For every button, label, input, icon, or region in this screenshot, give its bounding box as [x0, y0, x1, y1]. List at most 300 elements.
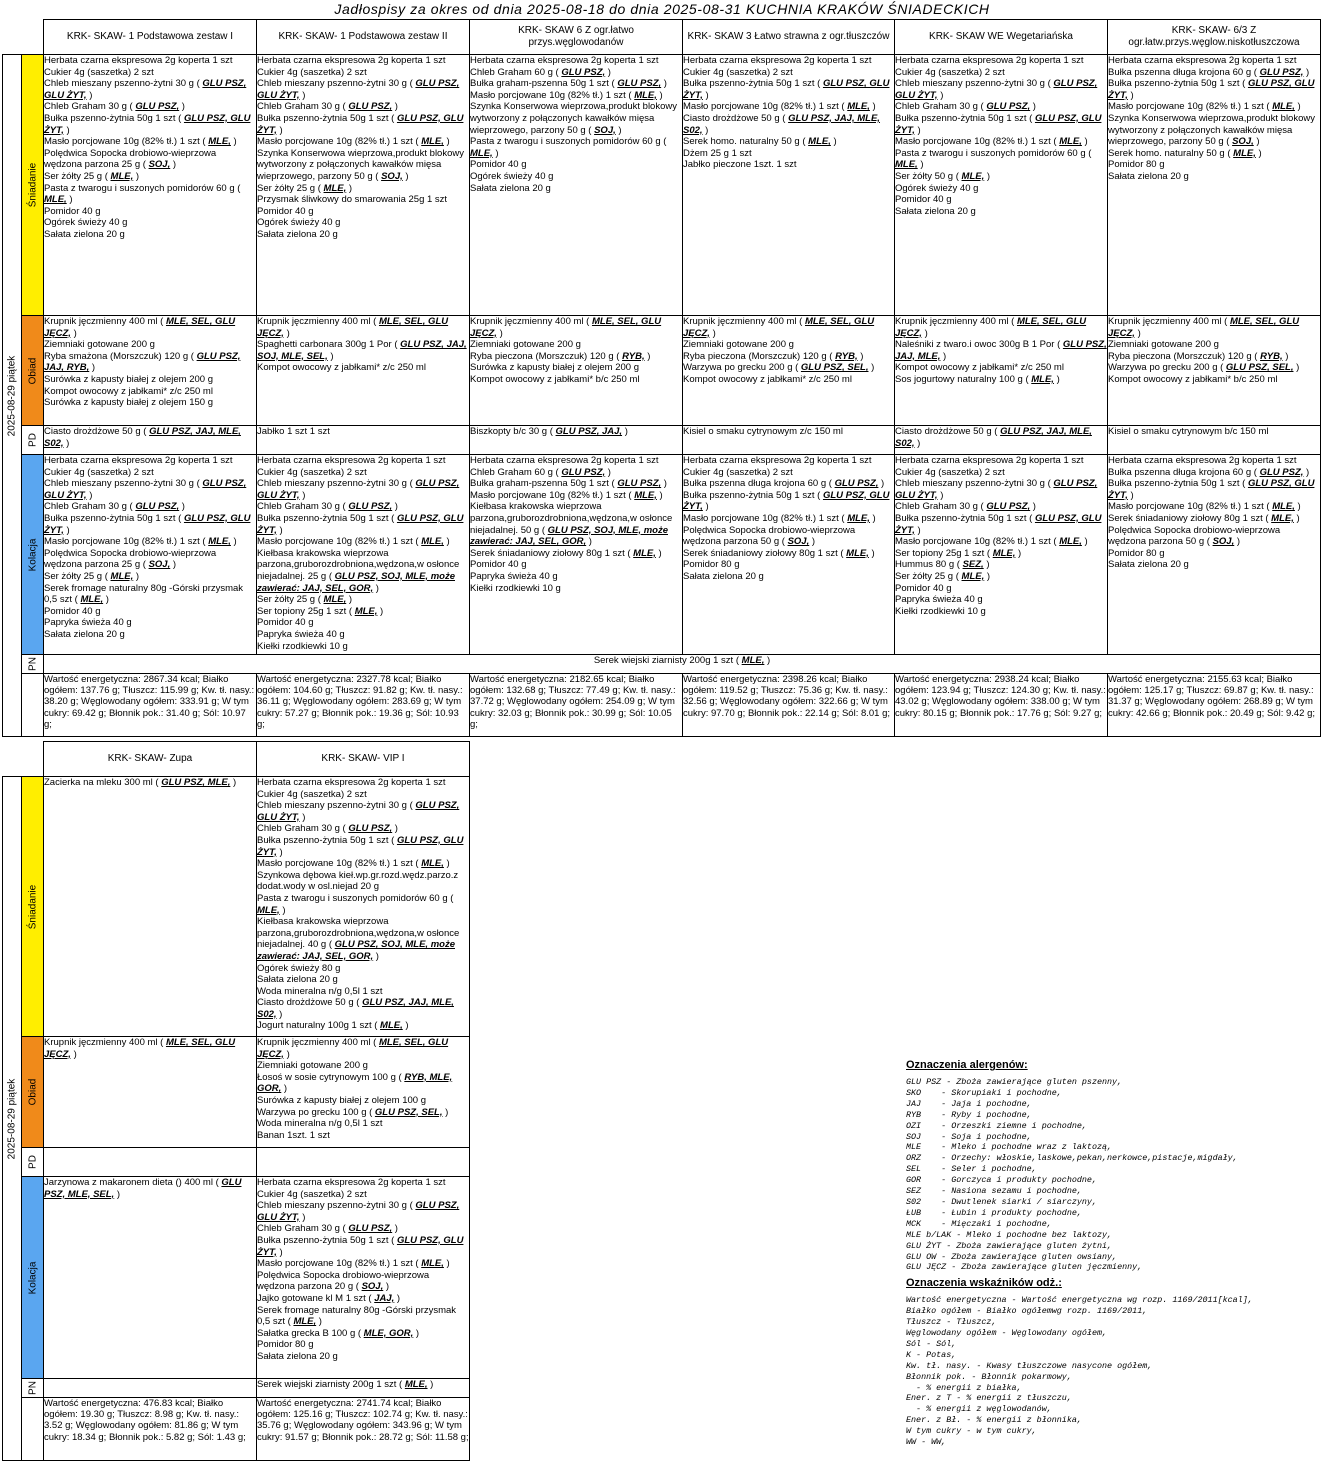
- menu-item: Herbata czarna ekspresowa 2g koperta 1 szt: [44, 55, 233, 66]
- menu-item: Masło porcjowane 10g (82% tł.) 1 szt ( MLE, ): [257, 1258, 450, 1270]
- legend-entry: GOR - Gorczyca i produkty pochodne,: [906, 1175, 1097, 1186]
- allergen-codes: MLE,: [208, 536, 231, 548]
- allergen-codes: MLE, GOR,: [363, 1327, 414, 1339]
- legend-entry: Ener. z Bł. - % energii z błonnika,: [906, 1415, 1082, 1426]
- menu-item: Ryba pieczona (Morszczuk) 120 g ( RYB, ): [683, 350, 864, 362]
- allergen-codes: GLU PSZ, GLU ŻYT,: [257, 1234, 464, 1258]
- menu-item: Masło porcjowane 10g (82% tł.) 1 szt ( MLE, ): [44, 536, 237, 548]
- meal-label-breakfast: Śniadanie: [22, 777, 44, 1037]
- allergen-codes: MLE,: [1272, 101, 1295, 113]
- legend-entry: - % energii z węglowodanów,: [906, 1404, 1052, 1415]
- meal-label-supper: Kolacja: [22, 1177, 44, 1379]
- allergen-codes: MLE,: [847, 512, 870, 524]
- menu-cell: [44, 455, 257, 655]
- allergen-codes: SOJ,: [1232, 136, 1254, 148]
- legend-entry: Białko ogółem - Białko ogółemwg rozp. 1169/2011,: [906, 1306, 1148, 1317]
- menu-item: Ogórek świeży 80 g: [257, 962, 341, 974]
- menu-item: Ziemniaki gotowane 200 g: [1108, 339, 1219, 351]
- allergen-codes: GLU PSZ, JAJ, MLE, S02,: [895, 426, 1092, 449]
- menu-cell: [895, 55, 1108, 316]
- allergen-codes: MLE,: [323, 594, 347, 606]
- meal-label-blank: [22, 674, 44, 737]
- allergen-codes: MLE,: [1233, 147, 1256, 159]
- menu-item: Sałata zielona 20 g: [257, 1350, 338, 1362]
- allergen-codes: GLU PSZ, MLE,: [161, 777, 231, 788]
- legend-entry: GLU OW - Zboża zawierające gluten owsiany,: [906, 1251, 1118, 1262]
- menu-item: Chleb Graham 30 g ( GLU PSZ, ): [257, 1223, 398, 1235]
- legend-entry: - % energii z białka,: [906, 1382, 1022, 1393]
- allergen-codes: GLU PSZ,: [135, 101, 180, 113]
- menu-cell: [1108, 455, 1321, 655]
- meal-label-lunch: Obiad: [22, 1037, 44, 1148]
- menu-item: Pasta z twarogu i suszonych pomidorów 60 g ( MLE, ): [44, 182, 241, 206]
- allergen-codes: MLE,: [44, 194, 67, 206]
- menu-item: Szynka Konserwowa wieprzowa,produkt blokowy wytworzony z połączonych kawałków mięsa wieprzowego, parzony 50 g ( SOJ, ): [470, 101, 677, 136]
- menu-item: Jabłko 1 szt 1 szt: [257, 426, 330, 437]
- menu-item: Bułka pszenno-żytnia 50g 1 szt ( GLU PSZ, GLU ŻYT, ): [44, 112, 251, 136]
- allergen-codes: GLU PSZ, GLU ŻYT,: [44, 512, 251, 536]
- legend-entry: Kw. tł. nasy. - Kwasy tłuszczowe nasycone ogółem,: [906, 1360, 1153, 1371]
- menu-item: Papryka świeża 40 g: [257, 628, 345, 640]
- menu-item: Sałata zielona 20 g: [895, 205, 976, 217]
- menu-cell: [257, 316, 470, 426]
- menu-item: Serek śniadaniowy ziołowy 80g 1 szt ( MLE, ): [470, 547, 662, 559]
- menu-cell: [257, 1148, 470, 1177]
- allergen-codes: GLU PSZ,: [348, 1223, 393, 1235]
- meal-label-lunch: Obiad: [22, 316, 44, 426]
- allergen-codes: GLU PSZ,: [561, 466, 606, 478]
- allergen-codes: GLU PSZ,: [348, 101, 393, 113]
- allergen-codes: GLU PSZ, GLU ŻYT,: [257, 78, 460, 101]
- menu-cell-span: [44, 655, 1321, 674]
- menu-item: Papryka świeża 40 g: [470, 570, 558, 582]
- menu-item: Krupnik jęczmienny 400 ml ( MLE, SEL, GLU JĘCZ, ): [683, 316, 875, 339]
- allergen-codes: MLE,: [1031, 373, 1054, 385]
- legend-entry: OZI - Orzeszki ziemne i pochodne,: [906, 1120, 1087, 1131]
- menu-item: Cukier 4g (saszetka) 2 szt: [257, 788, 367, 800]
- menu-item: Sos jogurtowy naturalny 100 g ( MLE, ): [895, 373, 1060, 385]
- menu-item: Chleb mieszany pszenno-żytni 30 g ( GLU PSZ, GLU ŻYT, ): [257, 1200, 460, 1223]
- menu-item: Surówka z kapusty białej z olejem 150 g: [44, 397, 213, 409]
- allergen-codes: MLE,: [354, 605, 378, 617]
- allergen-codes: SOJ,: [361, 1281, 384, 1293]
- menu-item: Kompot owocowy z jabłkami* z/c 250 ml: [257, 362, 426, 374]
- menu-cell: [44, 55, 257, 316]
- allergen-codes: GLU PSZ,: [1259, 66, 1304, 78]
- menu-item: Ogórek świeży 40 g: [257, 217, 341, 229]
- allergen-codes: MLE,: [323, 182, 347, 194]
- menu-cell: [44, 316, 257, 426]
- menu-item: Ziemniaki gotowane 200 g: [470, 339, 581, 351]
- menu-item: Spaghetti carbonara 300g 1 Por ( GLU PSZ, JAJ, SOJ, MLE, SEL, ): [257, 339, 467, 362]
- menu-cell: [1108, 426, 1321, 455]
- menu-cell: [257, 1379, 470, 1398]
- allergen-codes: GLU PSZ, SOJ, MLE, może zawierać: JAJ, SEL, GOR,: [470, 524, 668, 548]
- legend-entry: WW - WW,: [906, 1437, 947, 1448]
- allergen-codes: MLE,: [257, 904, 280, 916]
- allergen-codes: GLU PSZ,: [348, 501, 393, 513]
- menu-item: Warzywa po grecku 200 g ( GLU PSZ, SEL, ): [683, 362, 875, 374]
- menu-cell: [257, 426, 470, 455]
- diet-header: KRK- SKAW 6 Z ogr.łatwo przys.węglowodanów: [470, 20, 683, 55]
- menu-item: Ser topiony 25g 1 szt ( MLE, ): [895, 547, 1022, 559]
- menu-cell: [257, 455, 470, 655]
- menu-item: Masło porcjowane 10g (82% tł.) 1 szt ( MLE, ): [683, 512, 876, 524]
- menu-item: Sałata zielona 20 g: [1108, 170, 1189, 182]
- allergen-codes: MLE,: [404, 1379, 428, 1390]
- menu-item: Herbata czarna ekspresowa 2g koperta 1 szt: [683, 55, 872, 66]
- allergen-codes: JAJ,: [374, 1292, 395, 1304]
- menu-item: Herbata czarna ekspresowa 2g koperta 1 szt: [257, 777, 446, 788]
- menu-item: Cukier 4g (saszetka) 2 szt: [683, 66, 793, 78]
- menu-item: Pasta z twarogu i suszonych pomidorów 60 g ( MLE, ): [470, 136, 667, 159]
- menu-item: Szynka Konserwowa wieprzowa,produkt blokowy wytworzony z połączonych kawałków mięsa wieprzowego, parzony 50 g ( SOJ, ): [257, 147, 464, 182]
- menu-item: Bułka pszenno-żytnia 50g 1 szt ( GLU PSZ, GLU ŻYT, ): [257, 1234, 464, 1258]
- menu-item: Jajko gotowane kl M 1 szt ( JAJ, ): [257, 1292, 401, 1304]
- menu-item: Surówka z kapusty białej z olejem 200 g: [44, 373, 213, 385]
- allergen-codes: GLU PSZ, GLU ŻYT,: [1108, 78, 1315, 101]
- menu-cell: [44, 1177, 257, 1379]
- menu-item: Bułka pszenno-żytnia 50g 1 szt ( GLU PSZ, GLU ŻYT, ): [683, 489, 890, 513]
- nutrition-cell: Wartość energetyczna: 2182.65 kcal; Białko ogółem: 132.68 g; Tłuszcz: 77.49 g; Kw. tł. nasy.: 37.72 g; Węglowodany ogółem: 254.09 g; W tym cukry: 32.03 g; Błonnik pok.: 30.99 g; Sól: 10.05 g;: [470, 674, 683, 737]
- allergen-codes: MLE, SEL, GLU JĘCZ,: [470, 316, 662, 339]
- menu-item: Pomidor 40 g: [470, 559, 527, 571]
- legend-entry: ŁUB - Łubin i produkty pochodne,: [906, 1207, 1082, 1218]
- allergen-codes: GLU PSZ,: [986, 501, 1031, 513]
- diet-header: KRK- SKAW- 6/3 Z ogr.łatw.przys.węglow.niskotłuszczowa: [1108, 20, 1321, 55]
- menu-item: Surówka z kapusty białej z olejem 100 g: [257, 1094, 426, 1106]
- nutrition-cell: Wartość energetyczna: 2741.74 kcal; Białko ogółem: 125.16 g; Tłuszcz: 102.74 g; Kw. tł. nasy.: 35.76 g; Węglowodany ogółem: 343.96 g; W tym cukry: 91.57 g; Błonnik pok.: 28.72 g; Sól: 11.58 g;: [257, 1398, 470, 1461]
- menu-item: Masło porcjowane 10g (82% tł.) 1 szt ( MLE, ): [683, 101, 876, 113]
- menu-item: Kompot owocowy z jabłkami* b/c 250 ml: [470, 373, 640, 385]
- legend-entry: Ener. z T - % energii z tłuszczu,: [906, 1393, 1072, 1404]
- allergen-codes: MLE,: [808, 136, 831, 148]
- diet-header: KRK- SKAW 3 Łatwo strawna z ogr.tłuszczów: [683, 20, 895, 55]
- menu-item: Polędwica Sopocka drobiowo-wieprzowa wędzona parzona 50 g ( SOJ, ): [683, 524, 856, 548]
- menu-item: Pomidor 40 g: [44, 205, 101, 217]
- allergens-legend-list: [906, 1077, 1321, 1273]
- allergen-codes: GLU PSZ,: [617, 78, 662, 90]
- menu-item: Herbata czarna ekspresowa 2g koperta 1 szt: [257, 55, 446, 66]
- allergen-codes: SOJ,: [148, 559, 171, 571]
- legend-entry: RYB - Ryby i pochodne,: [906, 1109, 1032, 1120]
- date-label: 2025-08-29 piątek: [3, 777, 22, 1461]
- menu-item: Cukier 4g (saszetka) 2 szt: [44, 466, 154, 478]
- menu-item: Chleb mieszany pszenno-żytni 30 g ( GLU PSZ, GLU ŻYT, ): [257, 78, 460, 101]
- allergen-codes: GLU PSZ, SEL,: [374, 1106, 443, 1118]
- menu-item: Woda mineralna n/g 0,5l 1 szt: [257, 1118, 383, 1130]
- menu-item: Krupnik jęczmienny 400 ml ( MLE, SEL, GLU JĘCZ, ): [895, 316, 1087, 339]
- legend-entry: MLE - Mleko i pochodne wraz z laktozą,: [906, 1142, 1113, 1153]
- allergen-codes: SOJ,: [1212, 536, 1235, 548]
- menu-item: Kompot owocowy z jabłkami* z/c 250 ml: [895, 362, 1064, 374]
- date-label: 2025-08-29 piątek: [3, 55, 22, 737]
- menu-item: Pomidor 40 g: [257, 617, 314, 629]
- menu-item: Chleb Graham 30 g ( GLU PSZ, ): [257, 823, 398, 835]
- allergen-codes: MLE,: [895, 159, 918, 171]
- menu-item: Cukier 4g (saszetka) 2 szt: [895, 66, 1005, 78]
- legend-entry: ORZ - Orzechy: włoskie,laskowe,pekan,nerkowce,pistacje,migdały,: [906, 1153, 1238, 1164]
- allergen-codes: GLU PSZ, GLU ŻYT,: [257, 112, 464, 136]
- allergen-codes: RYB,: [1260, 350, 1283, 362]
- allergen-codes: RYB,: [622, 350, 645, 362]
- menu-item: Herbata czarna ekspresowa 2g koperta 1 szt: [683, 455, 872, 466]
- menu-item: Sałata zielona 20 g: [44, 228, 125, 240]
- menu-item: Bułka pszenno-żytnia 50g 1 szt ( GLU PSZ, GLU ŻYT, ): [683, 78, 890, 101]
- allergen-codes: GLU PSZ, GLU ŻYT,: [683, 489, 890, 513]
- menu-item: Herbata czarna ekspresowa 2g koperta 1 szt: [1108, 455, 1297, 466]
- menu-item: Herbata czarna ekspresowa 2g koperta 1 szt: [895, 455, 1084, 466]
- menu-item: Bułka pszenna długa krojona 60 g ( GLU PSZ, ): [683, 478, 885, 490]
- menu-item: Masło porcjowane 10g (82% tł.) 1 szt ( MLE, ): [470, 489, 663, 501]
- allergen-codes: MLE,: [293, 1316, 317, 1328]
- nutrition-cell: Wartość energetyczna: 2867.34 kcal; Białko ogółem: 137.76 g; Tłuszcz: 115.99 g; Kw. tł. nasy.: 38.20 g; Węglowodany ogółem: 333.91 g; W tym cukry: 69.42 g; Błonnik pok.: 31.40 g; Sól: 10.97 g;: [44, 674, 257, 737]
- allergen-codes: MLE,: [208, 136, 231, 148]
- legend-entry: GLU ŻYT - Zboża zawierające gluten żytni,: [906, 1240, 1113, 1251]
- allergen-codes: GLU PSZ, GLU ŻYT,: [1108, 478, 1315, 501]
- allergen-codes: GLU PSZ,: [1259, 466, 1304, 478]
- legend-entry: K - Potas,: [906, 1349, 957, 1360]
- allergen-codes: GLU PSZ,: [986, 101, 1031, 113]
- legend-entry: SOJ - Soja i pochodne,: [906, 1131, 1032, 1142]
- menu-item: Sałata zielona 20 g: [257, 974, 338, 986]
- menu-item: Sałata zielona 20 g: [1108, 559, 1189, 571]
- menu-cell: [470, 455, 683, 655]
- menu-item: Szynka Konserwowa wieprzowa,produkt blokowy wytworzony z połączonych kawałków mięsa wieprzowego, parzony 50 g ( SOJ, ): [1108, 112, 1315, 148]
- allergen-codes: MLE,: [380, 1020, 403, 1032]
- menu-item: Kiełbasa krakowska wieprzowa parzona,gruborozdrobniona,wędzona,w osłonce niejadalnej. 40 g ( GLU PSZ, SOJ, MLE, może zawierać: JAJ, SEL, GOR, ): [257, 916, 460, 962]
- menu-item: Cukier 4g (saszetka) 2 szt: [257, 466, 367, 478]
- allergen-codes: MLE, SEL, GLU JĘCZ,: [683, 316, 875, 339]
- menu-item: Krupnik jęczmienny 400 ml ( MLE, SEL, GLU JĘCZ, ): [257, 1037, 449, 1060]
- legend-entry: MLE b/LAK - Mleko i pochodne bez laktozy,: [906, 1229, 1113, 1240]
- allergen-codes: GLU PSZ, SOJ, MLE, może zawierać: JAJ, SEL, GOR,: [257, 939, 455, 962]
- meal-label-late: PN: [22, 1379, 44, 1398]
- menu-item: Sałatka grecka B 100 g ( MLE, GOR, ): [257, 1327, 420, 1339]
- menu-item: Bułka graham-pszenna 50g 1 szt ( GLU PSZ, ): [470, 478, 667, 490]
- menu-item: Biszkopty b/c 30 g ( GLU PSZ, JAJ, ): [470, 426, 628, 437]
- menu-item: Kompot owocowy z jabłkami* b/c 250 ml: [1108, 373, 1278, 385]
- menu-cell: [257, 1037, 470, 1148]
- menu-item: Herbata czarna ekspresowa 2g koperta 1 szt: [257, 455, 446, 466]
- menu-item: Ziemniaki gotowane 200 g: [44, 339, 155, 351]
- allergen-codes: GLU PSZ, GLU ŻYT,: [895, 112, 1102, 136]
- allergen-codes: GLU PSZ, GLU ŻYT,: [257, 478, 460, 501]
- menu-item: Ciasto drożdżowe 50 g ( GLU PSZ, JAJ, MLE, S02, ): [683, 112, 880, 136]
- menu-item: Masło porcjowane 10g (82% tł.) 1 szt ( MLE, ): [257, 136, 450, 148]
- allergen-codes: MLE, SEL, GLU JĘCZ,: [895, 316, 1087, 339]
- menu-item: Herbata czarna ekspresowa 2g koperta 1 szt: [44, 455, 233, 466]
- menu-item: Pomidor 40 g: [257, 205, 314, 217]
- menu-cell: [257, 1177, 470, 1379]
- allergen-codes: GLU PSZ, MLE, SEL,: [44, 1177, 242, 1200]
- menu-item: Ser żółty 25 g ( MLE, ): [44, 570, 140, 582]
- menu-item: Masło porcjowane 10g (82% tł.) 1 szt ( MLE, ): [1108, 501, 1301, 513]
- menu-item: Masło porcjowane 10g (82% tł.) 1 szt ( MLE, ): [44, 136, 237, 148]
- meal-label-blank: [22, 1398, 44, 1461]
- legend-entry: SEL - Seler i pochodne,: [906, 1164, 1037, 1175]
- allergen-codes: GLU PSZ,: [348, 823, 393, 835]
- allergen-codes: MLE,: [961, 570, 985, 582]
- menu-item: Masło porcjowane 10g (82% tł.) 1 szt ( MLE, ): [257, 536, 450, 548]
- menu-item: Cukier 4g (saszetka) 2 szt: [895, 466, 1005, 478]
- menu-item: Dżem 25 g 1 szt: [683, 147, 752, 159]
- menu-item: Bułka pszenno-żytnia 50g 1 szt ( GLU PSZ, GLU ŻYT, ): [895, 112, 1102, 136]
- menu-item: Chleb mieszany pszenno-żytni 30 g ( GLU PSZ, GLU ŻYT, ): [257, 478, 460, 501]
- allergen-codes: RYB, MLE, GOR,: [257, 1071, 453, 1095]
- allergen-codes: GLU PSZ, GLU ŻYT,: [44, 78, 247, 101]
- menu-item: Krupnik jęczmienny 400 ml ( MLE, SEL, GLU JĘCZ, ): [470, 316, 662, 339]
- legend-entry: Wartość energetyczna - Wartość energetyczna wg rozp. 1169/2011[kcal],: [906, 1295, 1253, 1306]
- menu-item: Polędwica Sopocka drobiowo-wieprzowa wędzona parzona 50 g ( SOJ, ): [1108, 524, 1281, 548]
- menu-cell: [895, 426, 1108, 455]
- allergen-codes: MLE, SEL, GLU JĘCZ,: [44, 316, 236, 339]
- allergen-codes: MLE,: [634, 489, 657, 501]
- allergen-codes: GLU PSZ, GLU ŻYT,: [44, 112, 251, 136]
- legend-entry: JAJ - Jaja i pochodne,: [906, 1098, 1032, 1109]
- menu-item: Ser żółty 25 g ( MLE, ): [257, 182, 353, 194]
- menu-cell: [683, 426, 895, 455]
- menu-item: Bułka pszenna długa krojona 60 g ( GLU PSZ, ): [1108, 66, 1310, 78]
- menu-item: Ser topiony 25g 1 szt ( MLE, ): [257, 605, 384, 617]
- allergen-codes: GLU PSZ,: [617, 478, 662, 490]
- menu-cell: [895, 316, 1108, 426]
- menu-item: Herbata czarna ekspresowa 2g koperta 1 szt: [470, 55, 659, 66]
- diet-header: KRK- SKAW- VIP I: [257, 742, 470, 777]
- menu-item: Bułka pszenno-żytnia 50g 1 szt ( GLU PSZ, GLU ŻYT, ): [1108, 478, 1315, 501]
- menu-item: Masło porcjowane 10g (82% tł.) 1 szt ( MLE, ): [257, 858, 450, 870]
- indicators-legend-list: [906, 1295, 1321, 1448]
- allergen-codes: GLU PSZ, GLU ŻYT,: [44, 478, 247, 501]
- allergen-codes: MLE,: [633, 547, 656, 559]
- menu-item: Serek śniadaniowy ziołowy 80g 1 szt ( MLE, ): [1108, 512, 1300, 524]
- menu-item: Pasta z twarogu i suszonych pomidorów 60 g ( MLE, ): [257, 892, 454, 916]
- menu-item: Kiełki rzodkiewki 10 g: [257, 640, 348, 652]
- allergen-codes: GLU PSZ, JAJ, MLE, S02,: [683, 112, 880, 136]
- menu-item: Pomidor 80 g: [683, 559, 740, 571]
- allergen-codes: MLE,: [1272, 501, 1295, 513]
- menu-item: Herbata czarna ekspresowa 2g koperta 1 szt: [470, 455, 659, 466]
- allergen-codes: GLU PSZ, GLU ŻYT,: [257, 834, 464, 858]
- legend-entry: Sól - Sól,: [906, 1338, 957, 1349]
- allergen-codes: MLE,: [80, 594, 104, 606]
- menu-item: Warzywa po grecku 200 g ( GLU PSZ, SEL, ): [1108, 362, 1300, 374]
- menu-item: Jarzynowa z makaronem dieta () 400 ml ( GLU PSZ, MLE, SEL, ): [44, 1177, 242, 1200]
- menu-item: Ser żółty 25 g ( MLE, ): [44, 170, 140, 182]
- legend-entry: SKO - Skorupiaki i pochodne,: [906, 1087, 1062, 1098]
- menu-item: Serek fromage naturalny 80g -Górski przysmak 0,5 szt ( MLE, ): [257, 1304, 457, 1328]
- menu-item: Kisiel o smaku cytrynowym b/c 150 ml: [1108, 426, 1269, 437]
- menu-item: Ogórek świeży 40 g: [44, 217, 128, 229]
- allergen-codes: MLE,: [110, 170, 134, 182]
- nutrition-cell: Wartość energetyczna: 2938.24 kcal; Białko ogółem: 123.94 g; Tłuszcz: 124.30 g; Kw. tł. nasy.: 43.02 g; Węglowodany ogółem: 338.00 g; W tym cukry: 80.15 g; Błonnik pok.: 17.76 g; Sól: 9.27 g;: [895, 674, 1108, 737]
- allergen-codes: MLE,: [847, 101, 870, 113]
- menu-item: Pomidor 40 g: [895, 194, 952, 206]
- allergen-codes: GLU PSZ, GLU ŻYT,: [895, 78, 1098, 101]
- allergen-codes: GLU PSZ, SEL,: [1225, 362, 1294, 374]
- menu-item: Bułka pszenno-żytnia 50g 1 szt ( GLU PSZ, GLU ŻYT, ): [895, 512, 1102, 536]
- menu-cell: [683, 55, 895, 316]
- nutrition-cell: Wartość energetyczna: 2155.63 kcal; Białko ogółem: 125.17 g; Tłuszcz: 69.87 g; Kw. tł. nasy.: 31.37 g; Węglowodany ogółem: 268.89 g; W tym cukry: 42.66 g; Błonnik pok.: 20.49 g; Sól: 9.42 g;: [1108, 674, 1321, 737]
- allergen-codes: MLE, SEL, GLU JĘCZ,: [44, 1037, 236, 1060]
- menu-item: Herbata czarna ekspresowa 2g koperta 1 szt: [895, 55, 1084, 66]
- diet-header: KRK- SKAW- 1 Podstawowa zestaw I: [44, 20, 257, 55]
- menu-item: Chleb Graham 60 g ( GLU PSZ, ): [470, 466, 611, 478]
- menu-item: Papryka świeża 40 g: [44, 617, 132, 629]
- corner-blank: [3, 20, 44, 55]
- diet-header: KRK- SKAW- 1 Podstawowa zestaw II: [257, 20, 470, 55]
- menu-item: Chleb Graham 30 g ( GLU PSZ, ): [44, 501, 185, 513]
- menu-item: Polędwica Sopocka drobiowo-wieprzowa wędzona parzona 20 g ( SOJ, ): [257, 1269, 430, 1293]
- menu-item: Bułka pszenno-żytnia 50g 1 szt ( GLU PSZ, GLU ŻYT, ): [1108, 78, 1315, 101]
- corner-blank: [3, 742, 44, 777]
- menu-cell: [683, 455, 895, 655]
- menu-item: Kompot owocowy z jabłkami* z/c 250 ml: [683, 373, 852, 385]
- menu-item: Bułka pszenno-żytnia 50g 1 szt ( GLU PSZ, GLU ŻYT, ): [257, 834, 464, 858]
- allergen-codes: GLU PSZ, GLU ŻYT,: [895, 478, 1098, 501]
- menu-item: Kompot owocowy z jabłkami* z/c 250 ml: [44, 385, 213, 397]
- allergen-codes: MLE,: [421, 858, 444, 870]
- menu-item: Ryba pieczona (Morszczuk) 120 g ( RYB, ): [1108, 350, 1289, 362]
- menu-cell: [44, 1379, 257, 1398]
- menu-cell: [470, 55, 683, 316]
- allergen-codes: MLE,: [634, 89, 657, 101]
- menu-cell: [257, 55, 470, 316]
- menu-item: Ciasto drożdżowe 50 g ( GLU PSZ, JAJ, MLE, S02, ): [44, 426, 241, 449]
- allergen-codes: MLE,: [1271, 512, 1294, 524]
- legend-entry: Węglowodany ogółem - Węglowodany ogółem,: [906, 1328, 1108, 1339]
- menu-item: Serek wiejski ziarnisty 200g 1 szt ( MLE, ): [593, 655, 771, 666]
- menu-item: Ryba pieczona (Morszczuk) 120 g ( RYB, ): [470, 350, 651, 362]
- menu-cell: [1108, 316, 1321, 426]
- menu-item: Pomidor 80 g: [257, 1339, 314, 1351]
- menu-item: Chleb mieszany pszenno-żytni 30 g ( GLU PSZ, GLU ŻYT, ): [257, 800, 460, 823]
- menu-item: Serek homo. naturalny 50 g ( MLE, ): [683, 136, 837, 148]
- menu-item: Ciasto drożdżowe 50 g ( GLU PSZ, JAJ, MLE, S02, ): [895, 426, 1092, 449]
- meal-label-breakfast: Śniadanie: [22, 55, 44, 316]
- allergens-legend-title: Oznaczenia alergenów:: [906, 1059, 1028, 1071]
- menu-item: Hummus 80 g ( SEZ, ): [895, 559, 990, 571]
- allergen-codes: GLU PSZ, SEL,: [800, 362, 869, 374]
- allergen-codes: MLE, SEL, GLU JĘCZ,: [257, 316, 449, 339]
- menu-item: Chleb Graham 30 g ( GLU PSZ, ): [895, 101, 1036, 113]
- menu-item: Ogórek świeży 40 g: [470, 170, 554, 182]
- menu-item: Herbata czarna ekspresowa 2g koperta 1 szt: [1108, 55, 1297, 66]
- menu-item: Masło porcjowane 10g (82% tł.) 1 szt ( MLE, ): [895, 536, 1088, 548]
- meal-label-late: PN: [22, 655, 44, 674]
- allergen-codes: MLE,: [421, 136, 444, 148]
- menu-item: Naleśniki z twaro.i owoc 300g B 1 Por ( GLU PSZ, JAJ, MLE, ): [895, 339, 1107, 362]
- menu-item: Ser żółty 25 g ( MLE, ): [895, 570, 991, 582]
- menu-item: Jogurt naturalny 100g 1 szt ( MLE, ): [257, 1020, 409, 1032]
- allergen-codes: MLE,: [1059, 536, 1082, 548]
- allergen-codes: RYB,: [835, 350, 858, 362]
- menu-item: Serek homo. naturalny 50 g ( MLE, ): [1108, 147, 1262, 159]
- menu-item: Masło porcjowane 10g (82% tł.) 1 szt ( MLE, ): [895, 136, 1088, 148]
- menu-item: Krupnik jęczmienny 400 ml ( MLE, SEL, GLU JĘCZ, ): [44, 1037, 236, 1060]
- allergen-codes: GLU PSZ, JAJ, MLE, S02,: [257, 997, 454, 1020]
- allergen-codes: MLE,: [421, 1258, 444, 1270]
- menu-item: Krupnik jęczmienny 400 ml ( MLE, SEL, GLU JĘCZ, ): [257, 316, 449, 339]
- allergen-codes: GLU PSZ,: [561, 66, 606, 78]
- menu-item: Polędwica Sopocka drobiowo-wieprzowa wędzona parzona 25 g ( SOJ, ): [44, 547, 217, 571]
- menu-table-main: [2, 19, 1321, 737]
- menu-item: Woda mineralna n/g 0,5l 1 szt: [257, 985, 383, 997]
- legend-entry: S02 - Dwutlenek siarki / siarczyny,: [906, 1196, 1097, 1207]
- allergen-codes: GLU PSZ, GLU ŻYT,: [257, 1200, 460, 1223]
- menu-item: Przysmak śliwkowy do smarowania 25g 1 szt: [257, 194, 448, 206]
- allergen-codes: SOJ,: [787, 536, 810, 548]
